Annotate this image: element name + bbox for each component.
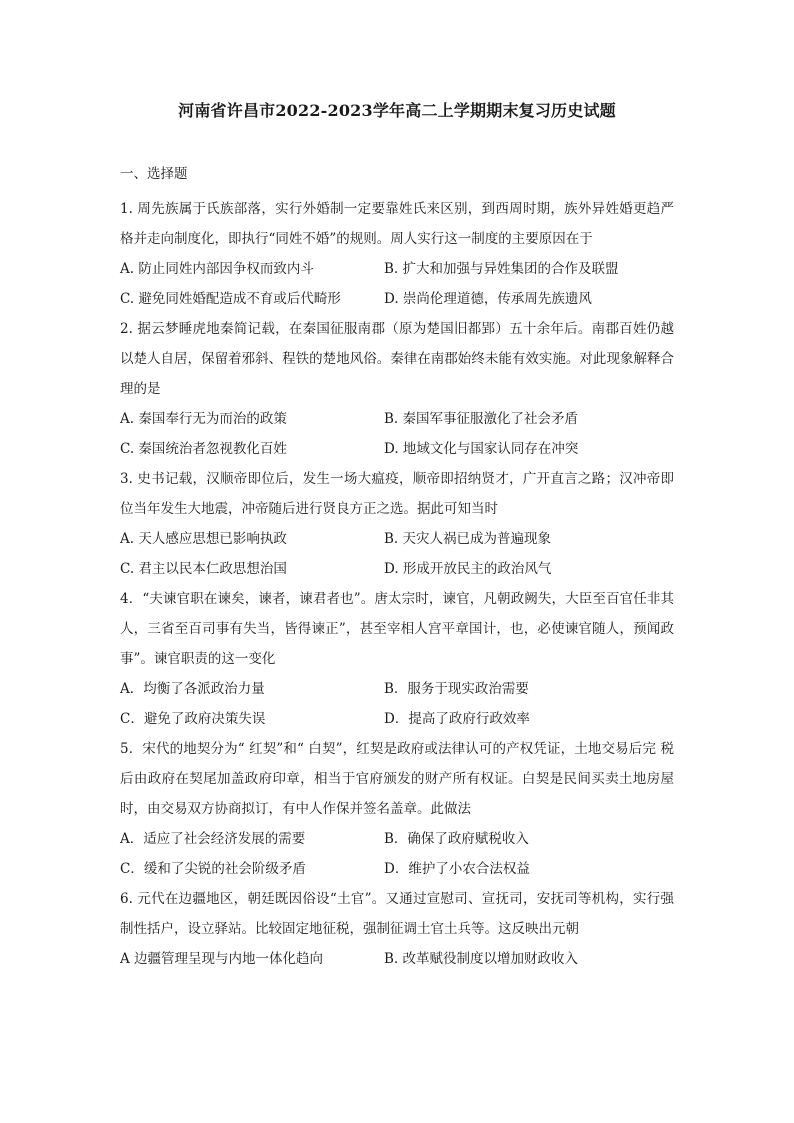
option-a: A. 秦国奉行无为而治的政策 (120, 411, 287, 427)
option-row (120, 704, 674, 734)
option-row (120, 824, 674, 854)
option-d: D. 崇尚伦理道德，传承周先族遗风 (384, 291, 592, 307)
option-b: B. 扩大和加强与异姓集团的合作及联盟 (384, 261, 619, 277)
option-row (120, 854, 674, 884)
option-row (120, 254, 674, 284)
option-d: D．提高了政府行政效率 (384, 711, 530, 727)
question-stem: 6. 元代在边疆地区，朝廷既因俗设“土官”。又通过宣慰司、宣抚司，安抚司等机构，实行强制性括户，设立驿站。比较固定地征税，强制征调土官土兵等。这反映出元朝 (120, 891, 674, 937)
option-b: B．服务于现实政治需要 (384, 681, 529, 697)
option-c: C. 君主以民本仁政思想治国 (120, 561, 287, 577)
option-row (120, 944, 674, 974)
option-b: B．确保了政府赋税收入 (384, 831, 529, 847)
option-row (120, 404, 674, 434)
option-a: A．适应了社会经济发展的需要 (120, 831, 306, 847)
question-stem: 2. 据云梦睡虎地秦简记载，在秦国征服南郡（原为楚国旧都郢）五十余年后。南郡百姓仍越以楚人自居，保留着邪斜、程铁的楚地风俗。秦律在南郡始终未能有效实施。对此现象解释合理的是 (120, 321, 674, 397)
option-a: A 边疆管理呈现与内地一体化趋向 (120, 951, 324, 967)
question-6 (120, 884, 674, 974)
option-d: D．维护了小农合法权益 (384, 861, 530, 877)
option-row (120, 524, 674, 554)
option-a: A. 天人感应思想已影响执政 (120, 531, 287, 547)
option-b: B. 改革赋役制度以增加财政收入 (384, 951, 579, 967)
question-1 (120, 194, 674, 314)
question-stem: 5．宋代的地契分为“ 红契”和“ 白契”，红契是政府或法律认可的产权凭证，土地交易后完 税后由政府在契尾加盖政府印章，相当于官府颁发的财产所有权证。白契是民间买卖土地房屋时，由交易双方协商拟订，有中人作保并签名盖章。此做法 (120, 741, 674, 817)
option-d: D. 地域文化与国家认同存在冲突 (384, 441, 579, 457)
option-a: A. 防止同姓内部因争权而致内斗 (120, 261, 314, 277)
option-a: A．均衡了各派政治力量 (120, 681, 265, 697)
option-row (120, 674, 674, 704)
exam-title: 河南省许昌市2022-2023学年高二上学期期末复习历史试题 (178, 101, 616, 120)
option-b: B. 秦国军事征服激化了社会矛盾 (384, 411, 579, 427)
question-3 (120, 464, 674, 584)
question-stem: 4．“夫谏官职在谏矣，谏者，谏君者也”。唐太宗时，谏官，凡朝政阙失，大臣至百官任非其人，三省至百司事有失当，皆得谏正”，甚至宰相人宫平章国计，也，必使谏官随人，预闻政事”。谏官职责的这一变化 (120, 591, 674, 667)
question-stem: 1. 周先族属于氏族部落，实行外婚制一定要靠姓氏来区别，到西周时期，族外异姓婚更趋严格并走向制度化，即执行“同姓不婚”的规则。周人实行这一制度的主要原因在于 (120, 201, 674, 247)
option-row (120, 554, 674, 584)
option-c: C. 避免同姓婚配造成不育或后代畸形 (120, 291, 341, 307)
option-d: D. 形成开放民主的政治风气 (384, 561, 552, 577)
question-5 (120, 734, 674, 884)
question-4 (120, 584, 674, 734)
question-2 (120, 314, 674, 464)
option-c: C．避免了政府决策失误 (120, 711, 266, 727)
option-row (120, 434, 674, 464)
option-c: C．缓和了尖锐的社会阶级矛盾 (120, 861, 306, 877)
question-stem: 3. 史书记载，汉顺帝即位后，发生一场大瘟疫，顺帝即招纳贤才，广开直言之路；汉冲帝即位当年发生大地震，冲帝随后进行贤良方正之选。据此可知当时 (120, 471, 674, 517)
option-b: B. 天灾人祸已成为普遍现象 (384, 531, 552, 547)
section-heading: 一、选择题 (120, 166, 188, 182)
option-row (120, 284, 674, 314)
option-c: C. 秦国统治者忽视教化百姓 (120, 441, 287, 457)
